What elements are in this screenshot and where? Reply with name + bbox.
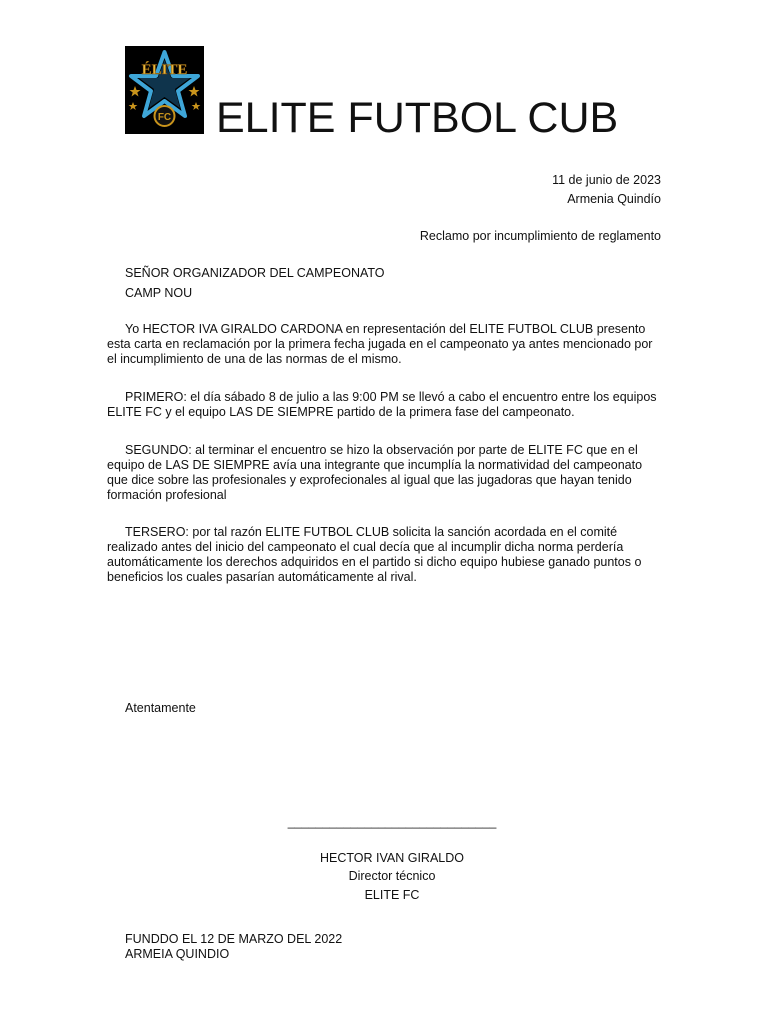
paragraph-line: realizado antes del inicio del campeonato el cual decía que al incumplir dicha norma perdería	[107, 540, 624, 554]
club-logo	[125, 46, 204, 134]
paragraph-tersero	[107, 525, 662, 585]
paragraph-line: ELITE FC y el equipo LAS DE SIEMPRE partido de la primera fase del campeonato.	[107, 405, 575, 419]
paragraph-line: esta carta en reclamación por la primera fecha jugada en el campeonato ya antes mencionado por	[107, 337, 653, 351]
recipient-line-1: SEÑOR ORGANIZADOR DEL CAMPEONATO	[125, 266, 385, 280]
footer-line-1: FUNDDO EL 12 DE MARZO DEL 2022	[125, 932, 343, 946]
signature-line: ______________________________	[287, 815, 497, 829]
paragraph-line: beneficios los cuales pasarían automáticamente al rival.	[107, 570, 417, 584]
closing-text: Atentamente	[125, 701, 196, 715]
paragraph-line: formación profesional	[107, 488, 227, 502]
paragraph-line: que dice sobre las profesionales y exprofecionales al igual que las jugadoras que hayan tenido	[107, 473, 632, 487]
paragraph-line: SEGUNDO: al terminar el encuentro se hizo la observación por parte de ELITE FC que en el	[125, 443, 638, 457]
recipient-line-2: CAMP NOU	[125, 286, 193, 300]
paragraph-line: Yo HECTOR IVA GIRALDO CARDONA en representación del ELITE FUTBOL CLUB presento	[125, 322, 646, 336]
paragraph-segundo	[107, 443, 662, 503]
letterhead-title: ELITE FUTBOL CUB	[216, 94, 619, 142]
signature-club: ELITE FC	[364, 888, 420, 902]
signature-name: HECTOR IVAN GIRALDO	[319, 851, 464, 865]
letter-subject: Reclamo por incumplimiento de reglamento	[419, 229, 661, 243]
elite-fc-crest-icon	[125, 46, 204, 134]
letter-date: 11 de junio de 2023	[552, 173, 661, 187]
paragraph-line: el incumplimiento de una de las normas de el mismo.	[107, 352, 402, 366]
letter-place: Armenia Quindío	[567, 192, 661, 206]
logo-sub-text: FC	[157, 112, 172, 123]
footer-line-2: ARMEIA QUINDIO	[125, 947, 230, 961]
logo-main-text: ÉLITE	[141, 62, 188, 78]
paragraph-line: automáticamente los derechos adquiridos en el partido si dicho equipo hubiese ganado puntos o	[107, 555, 642, 569]
paragraph-line: PRIMERO: el día sábado 8 de julio a las 9:00 PM se llevó a cabo el encuentro entre los equipos	[125, 390, 657, 404]
paragraph-intro	[107, 322, 662, 367]
paragraph-primero	[107, 390, 662, 420]
signature-role: Director técnico	[348, 869, 436, 883]
paragraph-line: TERSERO: por tal razón ELITE FUTBOL CLUB solicita la sanción acordada en el comité	[125, 525, 618, 539]
paragraph-line: equipo de LAS DE SIEMPRE avía una integrante que incumplía la normatividad del campeonato	[107, 458, 643, 472]
